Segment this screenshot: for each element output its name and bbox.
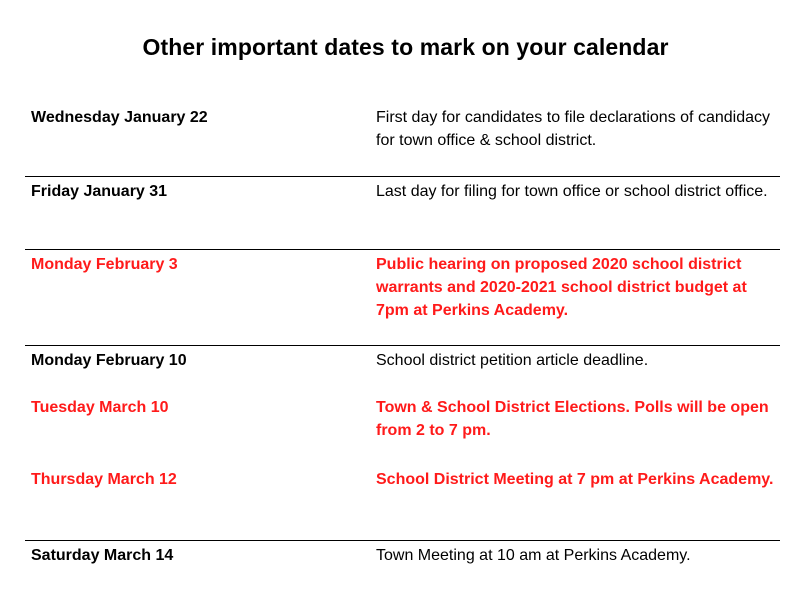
dates-table (25, 96, 780, 580)
table-row (25, 468, 780, 540)
row-description: Last day for filing for town office or school district office. (376, 183, 768, 200)
table-row (25, 396, 780, 468)
row-date: Tuesday March 10 (31, 399, 169, 416)
row-date: Monday February 10 (31, 352, 187, 369)
row-description: School district petition article deadline. (376, 352, 649, 369)
row-description: Town Meeting at 10 am at Perkins Academy. (376, 547, 691, 564)
row-date: Saturday March 14 (31, 547, 174, 564)
row-description: Public hearing on proposed 2020 school district warrants and 2020-2021 school district budget at 7pm at Perkins Academy. (376, 256, 747, 319)
row-description: Town & School District Elections. Polls will be open from 2 to 7 pm. (376, 399, 769, 439)
row-description: School District Meeting at 7 pm at Perkins Academy. (376, 471, 774, 488)
table-row (25, 249, 780, 345)
row-date: Wednesday January 22 (31, 109, 208, 126)
table-row (25, 96, 780, 176)
table-row (25, 540, 780, 580)
row-date: Thursday March 12 (31, 471, 177, 488)
row-date: Friday January 31 (31, 183, 168, 200)
page-title: Other important dates to mark on your calendar (142, 34, 669, 60)
table-row (25, 345, 780, 396)
table-row (25, 176, 780, 249)
row-description: First day for candidates to file declarations of candidacy for town office & school district. (376, 109, 770, 149)
row-date: Monday February 3 (31, 256, 178, 273)
